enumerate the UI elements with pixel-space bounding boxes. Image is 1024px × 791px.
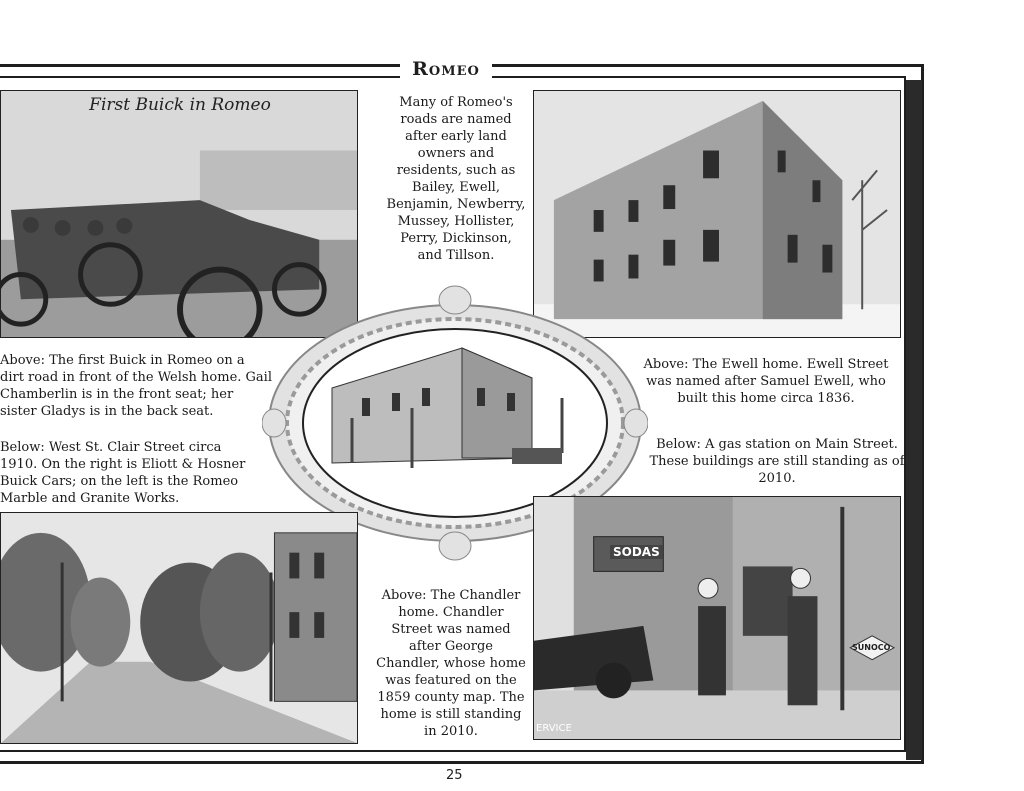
ewell-caption: Above: The Ewell home. Ewell Street was named after Samuel Ewell, who built this home circa 1836. bbox=[643, 357, 889, 406]
gas-station-caption: Below: A gas station on Main Street. These buildings are still standing as of 2010. bbox=[649, 437, 905, 486]
page-number: 25 bbox=[446, 768, 463, 783]
gas-station-photo bbox=[533, 496, 901, 740]
chandler-caption: Above: The Chandler home. Chandler Street was named after George Chandler, whose home was featured on the 1859 county map. The home is still standing in 2010. bbox=[376, 588, 526, 739]
st-clair-street-photo bbox=[0, 512, 358, 744]
service-sign: ERVICE bbox=[536, 723, 572, 734]
sodas-sign: SODAS bbox=[610, 545, 663, 559]
page-title: Romeo bbox=[412, 58, 480, 80]
st-clair-street-photo-image bbox=[1, 513, 357, 743]
page-title-box bbox=[400, 56, 492, 82]
gas-station-photo-image bbox=[534, 497, 900, 739]
st-clair-caption: Below: West St. Clair Street circa 1910. On the right is Eliott & Hosner Buick Cars; on the left is the Romeo Marble and Granite Works. bbox=[0, 440, 246, 506]
buick-caption: Above: The first Buick in Romeo on a dirt road in front of the Welsh home. Gail Chamberlin is in the front seat; her sister Gladys is in the back seat. bbox=[0, 353, 272, 419]
page-frame-shadow bbox=[906, 80, 922, 760]
sunoco-sign: SUNOCO bbox=[852, 643, 891, 652]
intro-text: Many of Romeo's roads are named after early land owners and residents, such as Bailey, Ewell, Benjamin, Newberry, Mussey, Hollister, Perry, Dickinson, and Tillson. bbox=[386, 95, 526, 263]
buick-photo-title: First Buick in Romeo bbox=[89, 95, 271, 115]
